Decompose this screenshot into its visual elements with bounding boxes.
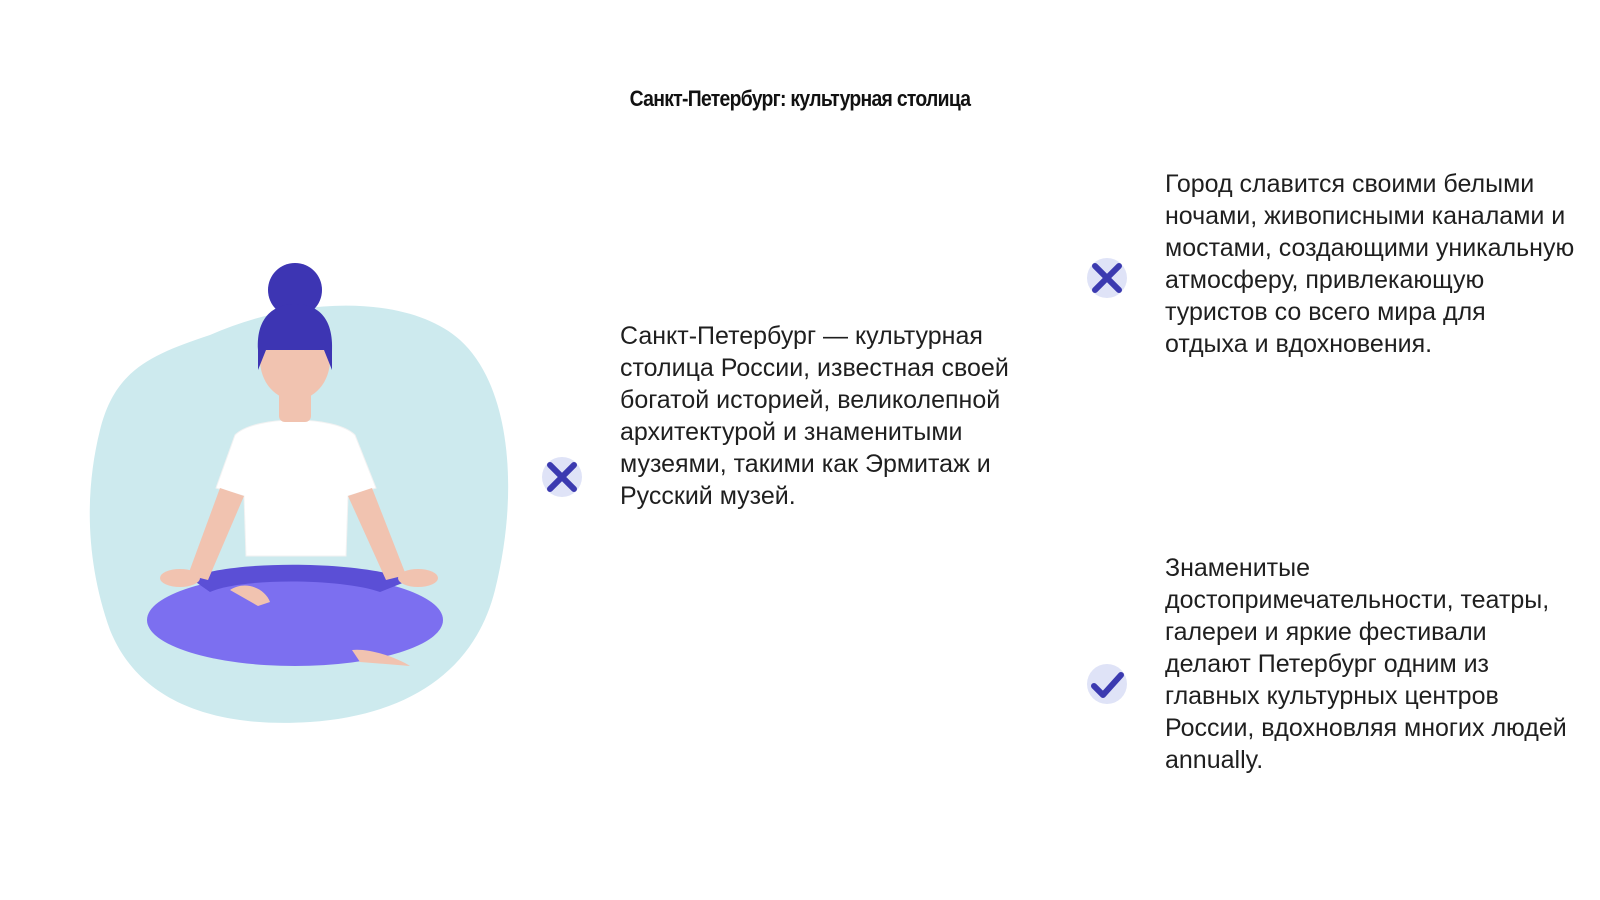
meditating-woman-illustration [80, 260, 520, 740]
point-text-2: Город славится своими белыми ночами, живописными каналами и мостами, создающими уникальную атмосферу, привлекающую туристов со всего мира для отдыха и вдохновения. [1165, 170, 1575, 358]
checkmark-icon [1085, 662, 1129, 706]
point-text-3: Знаменитые достопримечательности, театры, галереи и яркие фестивали делают Петербург одним из главных культурных центров России, вдохновляя многих людей annually. [1165, 554, 1567, 774]
slide-title: Санкт-Петербург: культурная столица [629, 86, 971, 111]
point-text-1: Санкт-Петербург — культурная столица России, известная своей богатой историей, великолепной архитектурой и знаменитыми музеями, такими как Эрмитаж и Русский музей. [620, 322, 1009, 510]
cross-icon [1085, 256, 1129, 300]
cross-icon [540, 455, 584, 499]
pants [147, 574, 443, 666]
